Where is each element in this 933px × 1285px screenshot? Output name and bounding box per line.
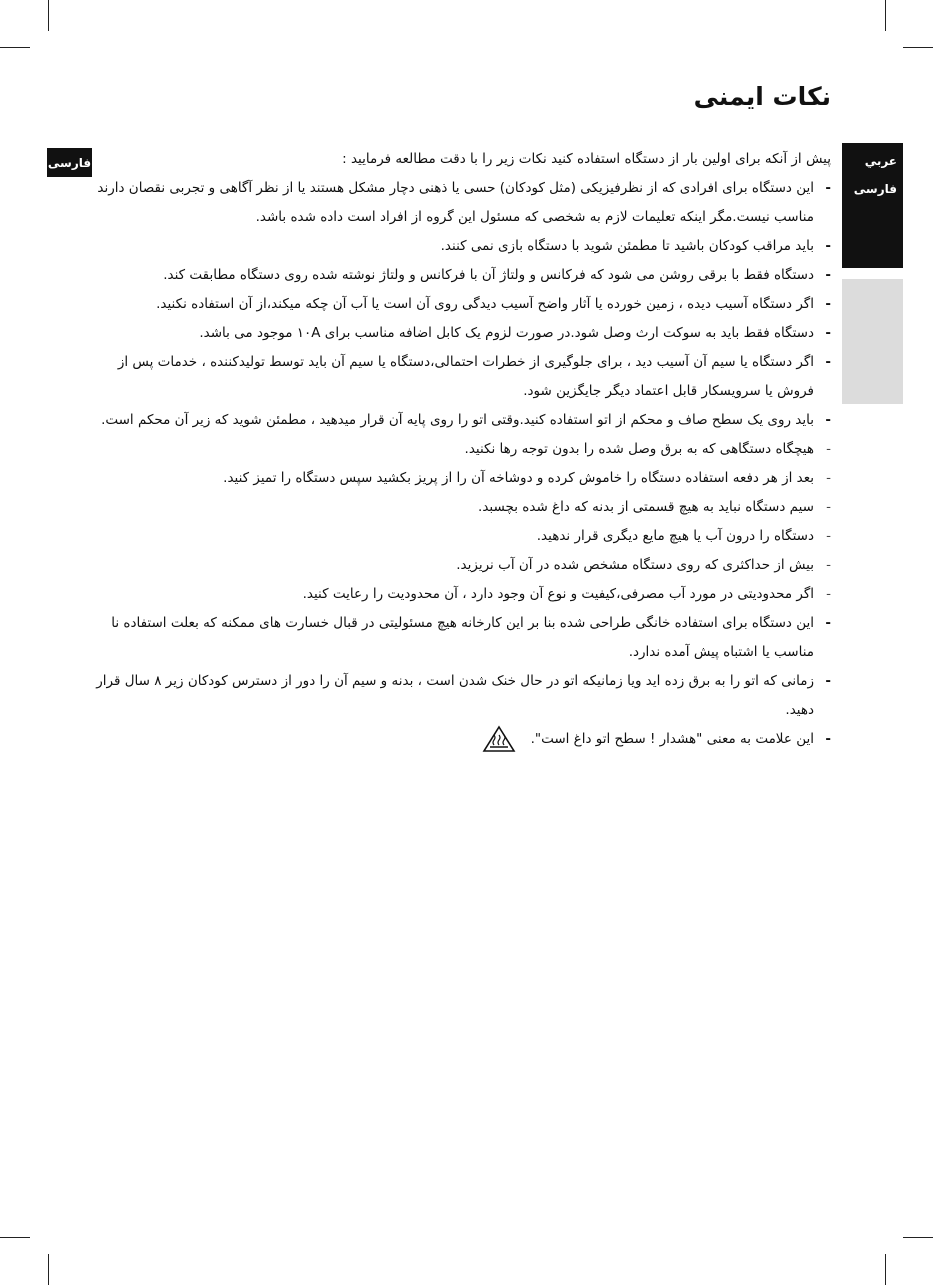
crop-mark bbox=[0, 47, 30, 48]
list-item: - دستگاه را درون آب یا هیچ مایع دیگری قرار ندهید. bbox=[536, 528, 831, 544]
section-tab-marker bbox=[842, 279, 903, 404]
list-item: - این دستگاه برای افرادی که از نظرفیزیکی (مثل کودکان) حسی یا ذهنی دچار مشکل هستند یا از نظر آگاهی و تجربی نقصان دارند مناسب نیست.مگر اینکه تعلیمات لازم به شخصی که مسئول این گروه از افراد است داده شده باشد. bbox=[97, 180, 831, 225]
intro-text: پیش از آنکه برای اولین بار از دستگاه استفاده کنید نکات زیر را با دقت مطالعه فرمایید : bbox=[342, 151, 831, 167]
crop-mark bbox=[903, 47, 933, 48]
crop-mark bbox=[48, 0, 49, 31]
list-item: - این علامت به معنی "هشدار ! سطح اتو داغ است". bbox=[84, 725, 831, 754]
list-item: - اگر محدودیتی در مورد آب مصرفی،کیفیت و نوع آن وجود دارد ، آن محدودیت را رعایت کنید. bbox=[302, 586, 831, 602]
list-item: - این دستگاه برای استفاده خانگی طراحی شده بنا بر این کارخانه هیچ مسئولیتی در قبال خسارت های ممکنه که بعلت استفاده نا مناسب یا اشتباه پیش آمده ندارد. bbox=[111, 615, 831, 660]
list-item: - دستگاه فقط با برقی روشن می شود که فرکانس و ولتاژ آن با فرکانس و ولتاژ نوشته شده روی دستگاه مطابقت کند. bbox=[163, 267, 831, 283]
language-tab-persian[interactable]: فارسی bbox=[853, 182, 897, 196]
language-label-tab: فارسی bbox=[47, 148, 92, 177]
crop-mark bbox=[885, 0, 886, 31]
list-item: - اگر دستگاه یا سیم آن آسیب دید ، برای جلوگیری از خطرات احتمالی،دستگاه یا سیم آن باید توسط تولیدکننده ، خدمات پس از فروش یا سرویسکار قابل اعتماد دیگر جایگزین شود. bbox=[117, 354, 831, 399]
list-item: - باید روی یک سطح صاف و محکم از اتو استفاده کنید.وقتی اتو را روی پایه آن قرار میدهید ، مطمئن شوید که زیر آن محکم است. bbox=[101, 412, 831, 428]
list-item: - سیم دستگاه نباید به هیچ قسمتی از بدنه که داغ شده بچسبد. bbox=[478, 499, 831, 515]
page-title: نکات ایمنی bbox=[693, 82, 831, 111]
language-tabs bbox=[842, 143, 903, 268]
crop-mark bbox=[885, 1254, 886, 1285]
safety-content bbox=[84, 145, 831, 754]
crop-mark bbox=[903, 1237, 933, 1238]
hot-surface-warning-icon bbox=[482, 725, 516, 753]
list-item: - بیش از حداکثری که روی دستگاه مشخص شده در آن آب نریزید. bbox=[456, 557, 831, 573]
list-item: - بعد از هر دفعه استفاده دستگاه را خاموش کرده و دوشاخه آن را از پریز بکشید سپس دستگاه را تمیز کنید. bbox=[223, 470, 831, 486]
crop-mark bbox=[0, 1237, 30, 1238]
list-item: - هیچگاه دستگاهی که به برق وصل شده را بدون توجه رها نکنید. bbox=[464, 441, 831, 457]
list-item: - دستگاه فقط باید به سوکت ارث وصل شود.در صورت لزوم یک کابل اضافه مناسب برای ۱۰A موجود می باشد. bbox=[199, 325, 831, 341]
safety-list bbox=[84, 174, 831, 754]
list-item: - باید مراقب کودکان باشید تا مطمئن شوید با دستگاه بازی نمی کنند. bbox=[440, 238, 831, 254]
language-tab-arabic[interactable]: عربي bbox=[864, 154, 897, 168]
crop-mark bbox=[48, 1254, 49, 1285]
list-item: - اگر دستگاه آسیب دیده ، زمین خورده یا آثار واضح آسیب دیدگی روی آن است یا آب آن چکه میکند،از آن استفاده نکنید. bbox=[156, 296, 831, 312]
list-item: - زمانی که اتو را به برق زده اید ویا زمانیکه اتو در حال خنک شدن است ، بدنه و سیم آن را دور از دسترس کودکان زیر ۸ سال قرار دهید. bbox=[96, 673, 831, 718]
